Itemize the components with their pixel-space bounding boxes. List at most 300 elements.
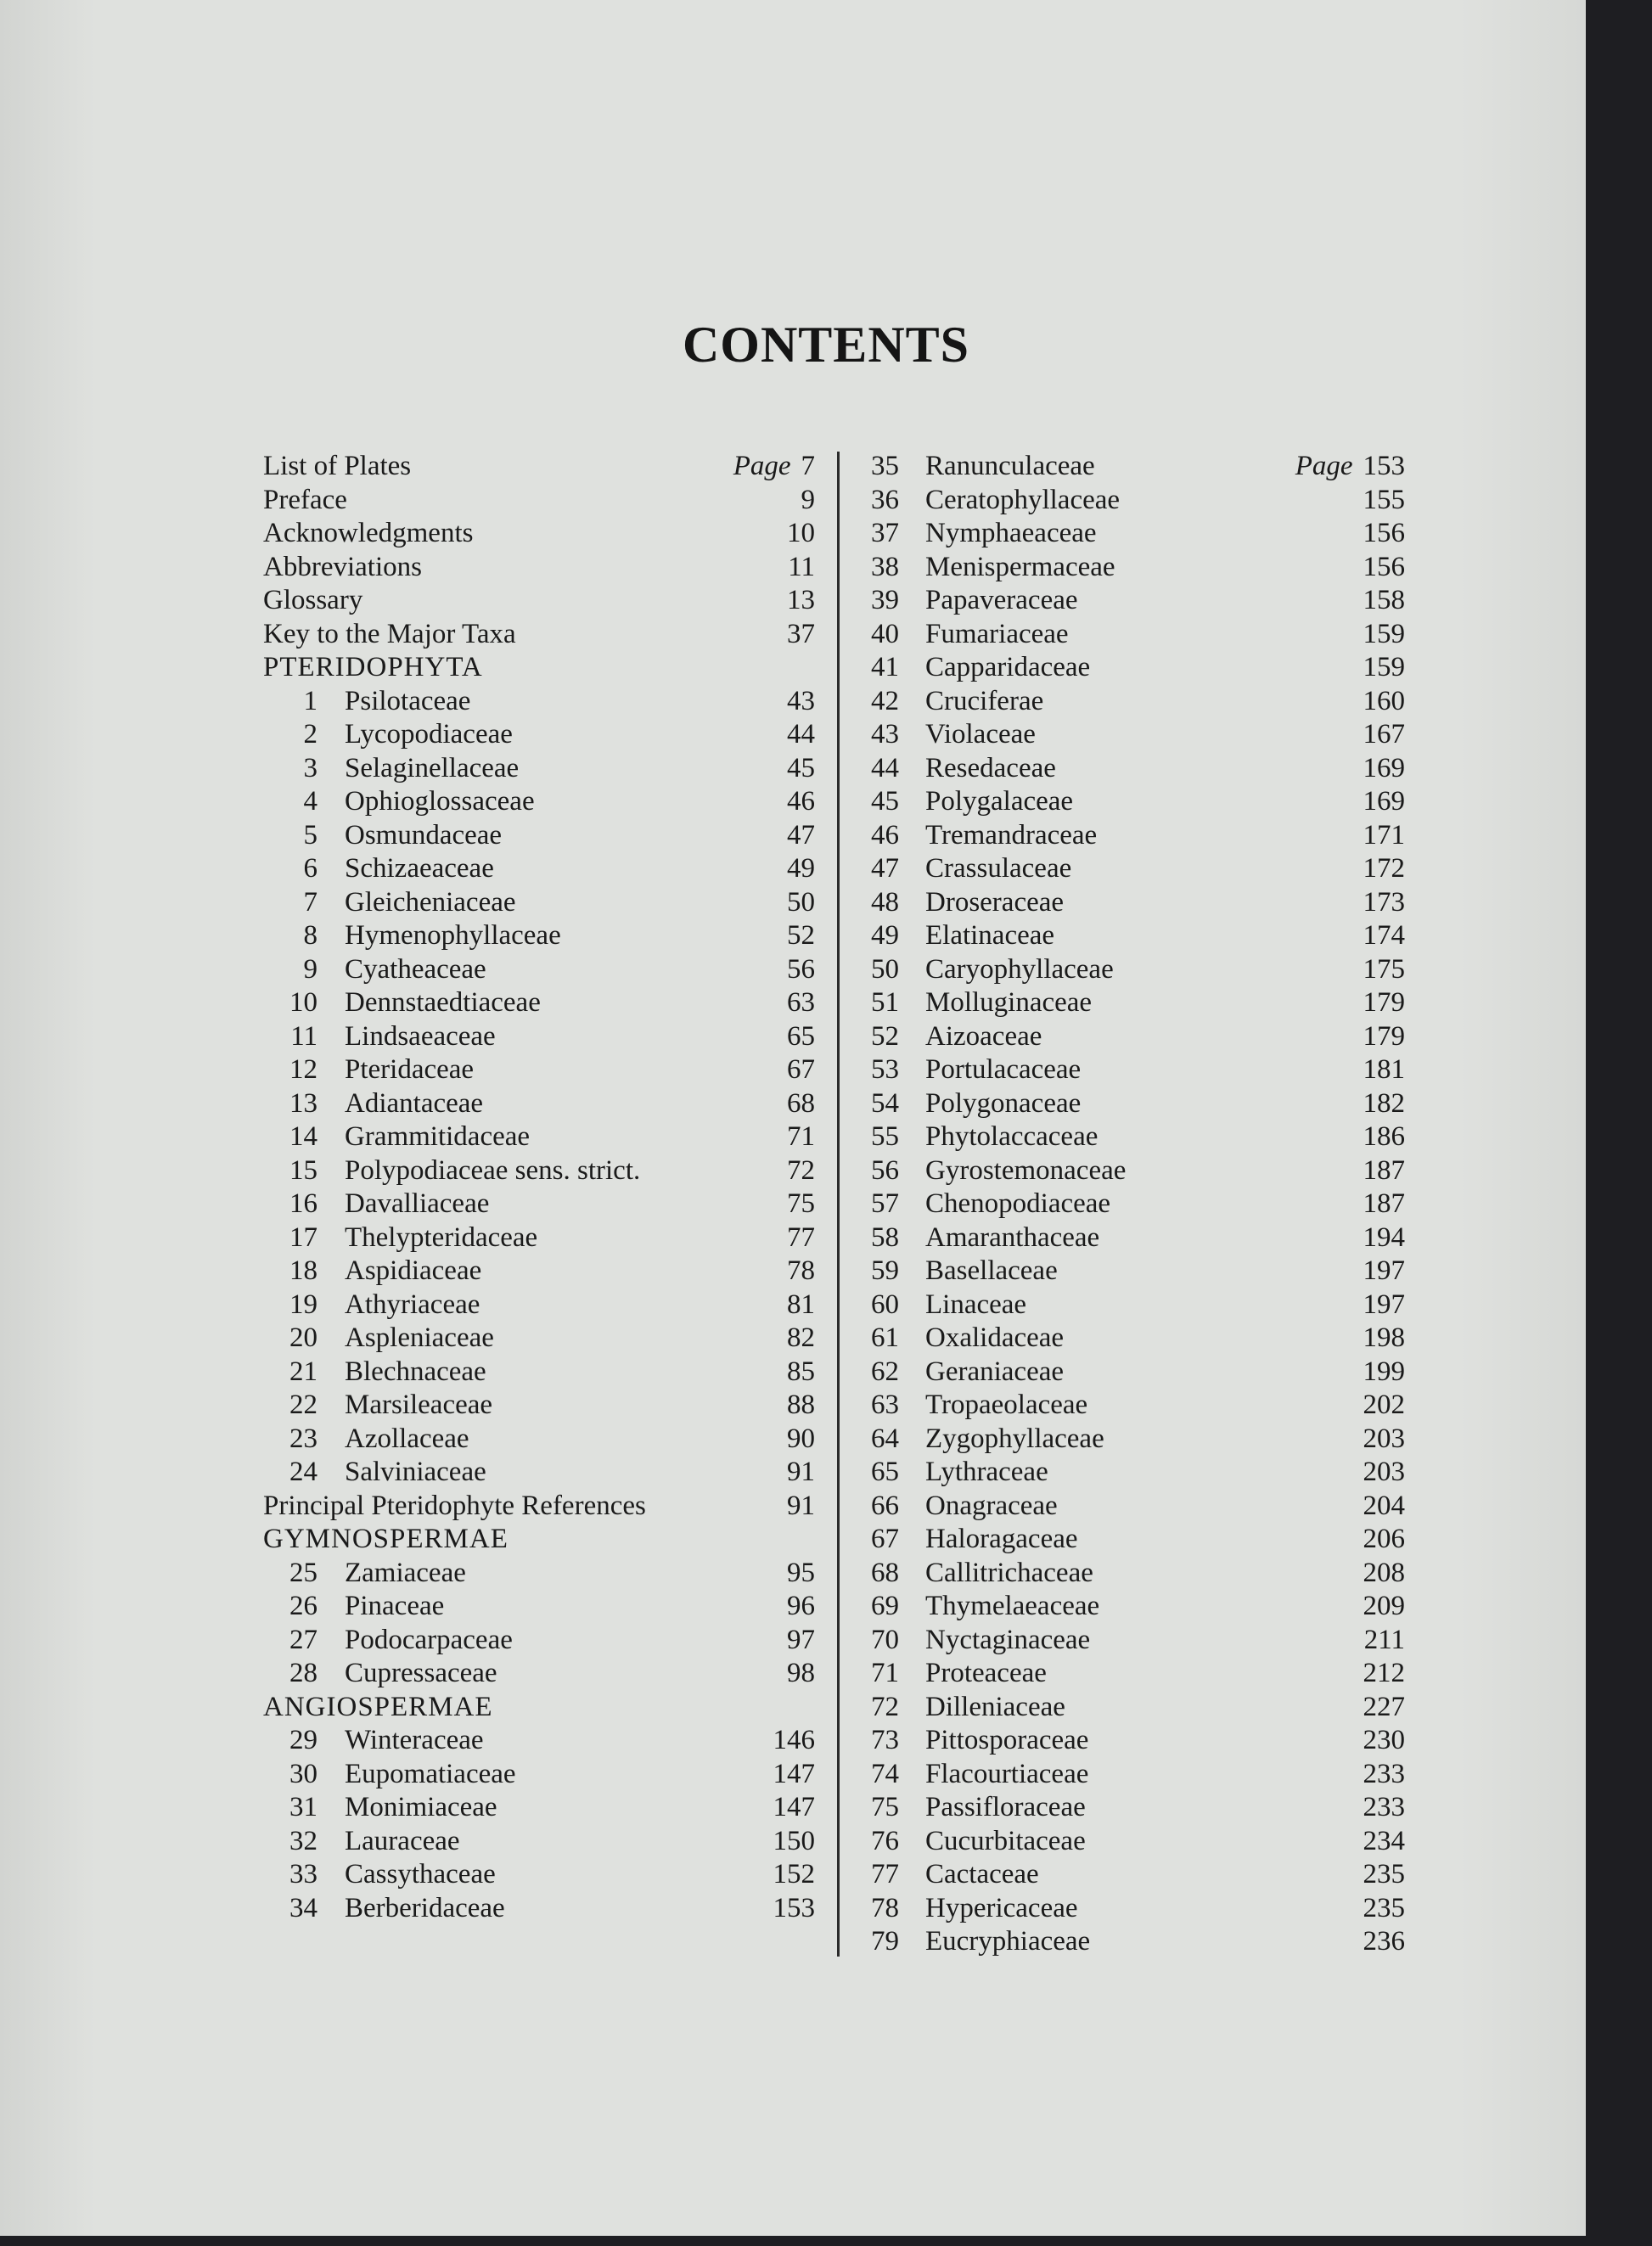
page-number: 211 [1363,1624,1405,1655]
page-number: 46 [787,786,815,817]
entry-name: Tropaeolaceae [925,1390,1088,1420]
entry-name: Hymenophyllaceae [345,920,561,951]
section-heading-label: GYMNOSPERMAE [263,1524,509,1554]
entry-name: Geraniaceae [925,1356,1065,1387]
page-number: 212 [1363,1658,1405,1688]
page-number: 147 [773,1758,815,1789]
entry-number: 31 [289,1792,317,1822]
entry-page [787,1255,815,1289]
entry-name: Eucryphiaceae [925,1926,1091,1957]
entry-page [1364,1624,1405,1658]
entry-number: 67 [871,1524,899,1554]
page-number: 81 [787,1289,815,1320]
entry-name: Selaginellaceae [345,752,520,783]
entry-page [1363,1020,1406,1054]
contents-entry [862,685,1405,719]
contents-entry [862,551,1405,585]
entry-number: 78 [871,1892,899,1923]
contents-entry [862,1590,1405,1624]
entry-number: 32 [289,1825,317,1856]
entry-name: List of Plates [263,451,412,481]
page-number: 13 [787,585,815,615]
entry-number: 63 [871,1390,899,1420]
entry-name: Salviniaceae [345,1457,486,1487]
entry-page [1363,618,1406,652]
entry-name: Crassulaceae [925,853,1072,884]
entry-name: Tremandraceae [925,819,1098,851]
contents-entry [862,886,1405,920]
entry-name: Cruciferae [925,685,1044,716]
entry-number: 79 [871,1926,899,1957]
contents-entry [263,1423,815,1457]
entry-page [787,1490,815,1524]
contents-entry [263,1791,815,1825]
contents-entry [263,1490,815,1524]
entry-name: Nymphaeaceae [925,518,1097,548]
entry-name: Pittosporaceae [925,1725,1089,1755]
contents-entry [263,1657,815,1691]
entry-name: Aspleniaceae [345,1322,494,1353]
contents-entry [263,1858,815,1892]
entry-page [1363,1356,1406,1390]
page-number: 43 [787,685,815,716]
contents-entry [263,1590,815,1624]
entry-number: 18 [289,1255,317,1286]
entry-name: Onagraceae [925,1490,1058,1521]
contents-entry [862,1087,1405,1121]
entry-number: 37 [871,518,899,548]
page-number: 159 [1363,652,1405,682]
entry-number: 23 [289,1423,317,1454]
contents-entry [263,1322,815,1356]
page-number: 9 [801,484,815,515]
page-number: 209 [1363,1591,1405,1621]
entry-page [1363,1423,1406,1457]
entry-page [787,618,815,652]
entry-number: 24 [289,1457,317,1487]
entry-name: Lindsaeaceae [345,1020,496,1052]
page-number: 172 [1363,853,1405,884]
contents-entry [263,685,815,719]
page-number: 153 [773,1892,815,1923]
entry-name: Blechnaceae [345,1356,486,1387]
page-number: 10 [787,518,815,548]
entry-page [1363,1557,1406,1591]
entry-name: Dennstaedtiaceae [345,987,541,1018]
entry-number: 11 [290,1020,317,1052]
entry-name: Thelypteridaceae [345,1221,538,1253]
entry-page [787,819,815,853]
entry-name: Azollaceae [345,1423,469,1454]
contents-entry [862,1825,1405,1859]
entry-page [1363,1657,1406,1691]
contents-entry [862,1858,1405,1892]
entry-name: Osmundaceae [345,819,503,851]
entry-page [787,785,815,819]
entry-page [787,1020,815,1054]
contents-entry [263,450,815,484]
entry-name: Marsileaceae [345,1390,493,1420]
contents-entry [263,1255,815,1289]
entry-page [1363,1389,1406,1423]
contents-entry [263,551,815,585]
entry-page [787,1557,815,1591]
page-number: 169 [1363,752,1405,783]
entry-page [1363,1925,1406,1959]
page-number: 97 [787,1624,815,1655]
page-number: 47 [787,819,815,851]
entry-number: 21 [289,1356,317,1387]
entry-number: 30 [289,1758,317,1789]
page-number: 187 [1363,1188,1405,1219]
entry-page [787,685,815,719]
entry-number: 42 [871,685,899,716]
contents-entry [263,1724,815,1758]
entry-number: 12 [289,1054,317,1085]
entry-page [1363,1523,1406,1557]
entry-page [1363,1322,1406,1356]
entry-number: 39 [871,585,899,615]
entry-name: Thymelaeaceae [925,1591,1100,1621]
entry-number: 10 [289,987,317,1018]
entry-page [1295,450,1405,484]
entry-name: Callitrichaceae [925,1557,1093,1588]
entry-number: 33 [289,1859,317,1889]
entry-name: Pinaceae [345,1591,445,1621]
entry-name: Haloragaceae [925,1524,1078,1554]
entry-name: Monimiaceae [345,1792,497,1822]
entry-number: 59 [871,1255,899,1286]
entry-number: 3 [303,752,317,783]
contents-entry [263,919,815,953]
entry-page [1363,584,1406,618]
entry-page [787,919,815,953]
page-number: 234 [1363,1825,1405,1856]
entry-name: Ceratophyllaceae [925,484,1121,515]
entry-number: 36 [871,484,899,515]
contents-right-column [862,450,1405,1959]
entry-number: 69 [871,1591,899,1621]
entry-page [1363,1590,1406,1624]
entry-name: Lythraceae [925,1457,1048,1487]
page-number: 199 [1363,1356,1405,1387]
entry-page [787,1221,815,1255]
contents-entry [263,1758,815,1792]
contents-entry [862,1188,1405,1221]
entry-number: 77 [871,1859,899,1889]
entry-name: Glossary [263,585,363,615]
entry-page [1363,919,1406,953]
entry-page [1363,1858,1406,1892]
entry-page [787,1120,815,1154]
page-number: 82 [787,1322,815,1353]
page-number: 202 [1363,1390,1405,1420]
entry-page [1363,953,1406,987]
contents-entry [862,1724,1405,1758]
entry-page [1363,718,1406,752]
entry-number: 19 [289,1289,317,1320]
contents-entry [862,517,1405,551]
entry-name: Linaceae [925,1289,1027,1320]
page-number: 67 [787,1054,815,1085]
page-number: 233 [1363,1792,1405,1822]
contents-entry [862,1221,1405,1255]
entry-page [787,1590,815,1624]
page-number: 179 [1363,1020,1405,1052]
entry-number: 56 [871,1154,899,1186]
page-number: 95 [787,1557,815,1588]
entry-page [1363,1120,1406,1154]
contents-entry [862,1356,1405,1390]
entry-name: Cucurbitaceae [925,1825,1086,1856]
entry-name: Chenopodiaceae [925,1188,1111,1219]
entry-number: 15 [289,1154,317,1186]
page-number: 230 [1363,1725,1405,1755]
page-number: 45 [787,752,815,783]
page-number: 52 [787,920,815,951]
contents-entry [263,1389,815,1423]
entry-number: 40 [871,618,899,649]
contents-entry [862,1053,1405,1087]
entry-page [787,752,815,786]
page-number: 174 [1363,920,1405,951]
section-heading-label: ANGIOSPERMAE [263,1691,493,1722]
page-number: 171 [1363,819,1405,851]
page-number: 11 [788,551,815,582]
entry-page [1363,1490,1406,1524]
page-number: 156 [1363,551,1405,582]
page-number: 175 [1363,953,1405,985]
entry-page [787,1154,815,1188]
entry-page [1363,1691,1406,1725]
contents-entry [263,1221,815,1255]
page-number: 173 [1363,886,1405,918]
entry-number: 54 [871,1087,899,1119]
entry-name: Oxalidaceae [925,1322,1065,1353]
page-number: 206 [1363,1524,1405,1554]
entry-name: Polygalaceae [925,786,1074,817]
contents-entry [862,1322,1405,1356]
entry-name: Lauraceae [345,1825,460,1856]
contents-entry [862,450,1405,484]
entry-number: 51 [871,987,899,1018]
entry-page [787,517,815,551]
contents-entry [862,718,1405,752]
entry-name: Basellaceae [925,1255,1058,1286]
entry-page [1363,651,1406,685]
contents-left-column [263,450,815,1925]
page-number: 68 [787,1087,815,1119]
entry-page [1363,517,1406,551]
page-number: 197 [1363,1255,1405,1286]
page-number: 208 [1363,1557,1405,1588]
entry-name: Grammitidaceae [345,1121,531,1152]
entry-name: Principal Pteridophyte References [263,1490,646,1521]
page-number: 181 [1363,1054,1405,1085]
entry-page [787,886,815,920]
entry-name: Lycopodiaceae [345,719,513,750]
contents-entry [263,852,815,886]
entry-name: Gyrostemonaceae [925,1154,1127,1186]
entry-page [773,1791,816,1825]
contents-entry [263,517,815,551]
entry-number: 52 [871,1020,899,1052]
page-number: 235 [1363,1892,1405,1923]
entry-page [787,1657,815,1691]
contents-entry [862,852,1405,886]
entry-page [1363,1825,1406,1859]
entry-name: Elatinaceae [925,920,1055,951]
entry-number: 26 [289,1591,317,1621]
entry-number: 4 [303,786,317,817]
entry-number: 64 [871,1423,899,1454]
entry-name: Winteraceae [345,1725,484,1755]
entry-number: 25 [289,1557,317,1588]
page-title: CONTENTS [682,317,970,373]
contents-entry [862,1289,1405,1322]
contents-entry [862,1657,1405,1691]
contents-entry [862,1120,1405,1154]
page-number: 56 [787,953,815,985]
contents-entry [862,1557,1405,1591]
page-number: 167 [1363,719,1405,750]
entry-name: Key to the Major Taxa [263,618,516,649]
entry-number: 16 [289,1188,317,1219]
page-number: 236 [1363,1926,1405,1957]
contents-entry [862,618,1405,652]
entry-page [773,1758,816,1792]
page-number: 227 [1363,1691,1405,1722]
page-number: 235 [1363,1859,1405,1889]
entry-page [801,484,816,518]
entry-number: 1 [303,685,317,716]
contents-entry [862,584,1405,618]
contents-entry [263,1356,815,1390]
entry-page [1363,1154,1406,1188]
entry-page [787,1188,815,1221]
entry-name: Cactaceae [925,1859,1039,1889]
entry-number: 61 [871,1322,899,1353]
page-number: 203 [1363,1423,1405,1454]
entry-name: Athyriaceae [345,1289,480,1320]
section-heading [263,1523,815,1557]
page-number: 91 [787,1490,815,1521]
entry-page [1363,819,1406,853]
contents-entry [263,718,815,752]
page-number: 78 [787,1255,815,1286]
entry-name: Resedaceae [925,752,1056,783]
page-number: 65 [787,1020,815,1052]
entry-number: 72 [871,1691,899,1722]
entry-name: Zamiaceae [345,1557,466,1588]
page-number: 156 [1363,518,1405,548]
section-heading [263,1691,815,1725]
entry-number: 9 [303,953,317,985]
contents-entry [263,1188,815,1221]
entry-number: 74 [871,1758,899,1789]
entry-number: 60 [871,1289,899,1320]
contents-entry [862,1423,1405,1457]
page-number: 88 [787,1390,815,1420]
page-number: 169 [1363,786,1405,817]
page-number: 77 [787,1221,815,1253]
contents-entry [862,1255,1405,1289]
entry-name: Psilotaceae [345,685,471,716]
entry-number: 75 [871,1792,899,1822]
page-number: 197 [1363,1289,1405,1320]
entry-page [1363,1724,1406,1758]
column-divider [837,452,840,1957]
entry-number: 43 [871,719,899,750]
entry-name: Dilleniaceae [925,1691,1065,1722]
entry-page [787,852,815,886]
contents-entry [862,986,1405,1020]
entry-page [787,584,815,618]
entry-name: Polypodiaceae sens. strict. [345,1154,641,1186]
contents-entry [862,919,1405,953]
page-number: 98 [787,1658,815,1688]
entry-page [1363,1892,1406,1926]
entry-page [787,1087,815,1121]
entry-name: Pteridaceae [345,1054,475,1085]
page-number: 160 [1363,685,1405,716]
entry-number: 55 [871,1121,899,1152]
entry-name: Gleicheniaceae [345,886,516,918]
entry-number: 5 [303,819,317,851]
entry-number: 7 [303,886,317,918]
entry-page [773,1825,816,1859]
page-number: 152 [773,1859,815,1889]
entry-name: Capparidaceae [925,652,1091,682]
contents-entry [263,618,815,652]
entry-number: 41 [871,652,899,682]
contents-entry [862,819,1405,853]
page-number: 155 [1363,484,1405,515]
entry-name: Proteaceae [925,1658,1047,1688]
entry-number: 38 [871,551,899,582]
entry-number: 29 [289,1725,317,1755]
page-number: 159 [1363,618,1405,649]
entry-page [787,1289,815,1322]
entry-name: Ranunculaceae [925,451,1095,481]
contents-entry [263,1087,815,1121]
contents-entry [263,1557,815,1591]
page-number: 179 [1363,987,1405,1018]
entry-name: Zygophyllaceae [925,1423,1104,1454]
section-heading-label: PTERIDOPHYTA [263,652,483,682]
entry-page [733,450,815,484]
page-number: 198 [1363,1322,1405,1353]
entry-name: Papaveraceae [925,585,1078,615]
contents-entry [263,953,815,987]
contents-entry [862,1791,1405,1825]
contents-entry [862,1389,1405,1423]
contents-entry [862,1020,1405,1054]
entry-name: Droseraceae [925,886,1065,918]
entry-page [1363,886,1406,920]
page-number: 187 [1363,1154,1405,1186]
page-number: 7 [801,451,815,481]
entry-name: Ophioglossaceae [345,786,535,817]
section-heading [263,651,815,685]
entry-number: 62 [871,1356,899,1387]
entry-name: Passifloraceae [925,1792,1086,1822]
entry-page [787,953,815,987]
contents-entry [263,1120,815,1154]
contents-entry [263,1020,815,1054]
entry-page [1363,1289,1406,1322]
entry-number: 14 [289,1121,317,1152]
